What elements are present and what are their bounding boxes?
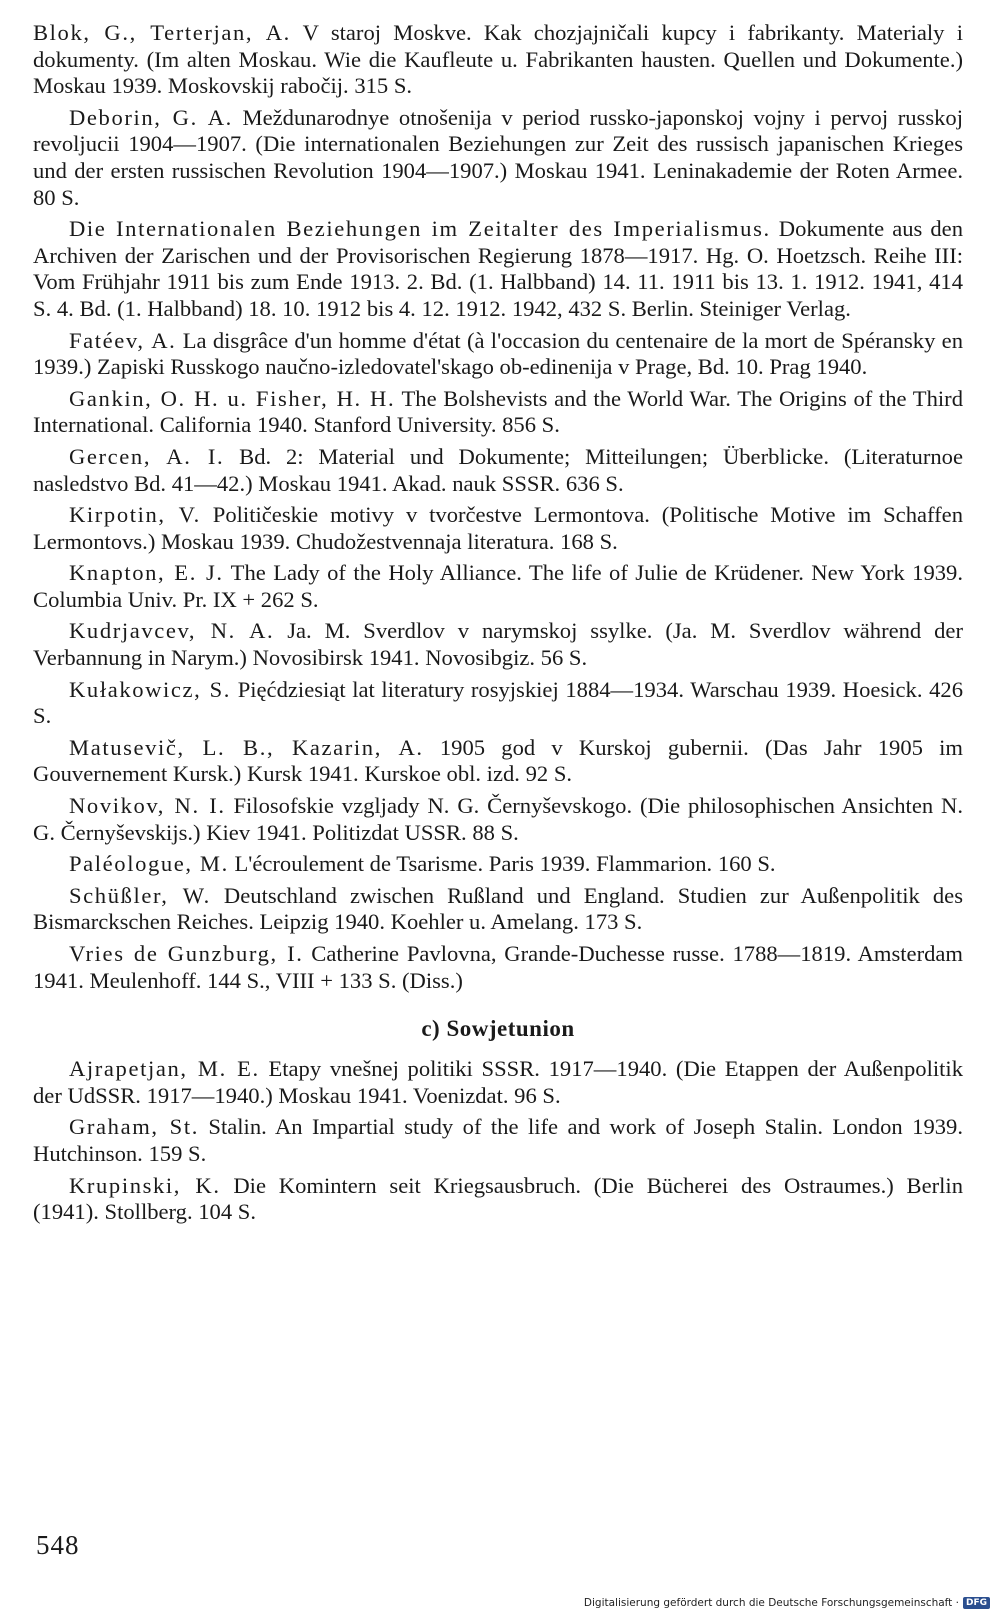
entry-text: Meždunarodnye otnošenija v period russko-japonskoj vojny i pervoj russkoj revoljucii 1904—1907. (Die internationalen Beziehungen zur Zeit des russisch japanischen Krieges und der ersten russischen Revolution 1904—1907.) Moskau 1941. Leninakademie der Roten Armee. 80 S.	[33, 104, 963, 210]
document-page	[33, 20, 963, 1231]
bibliography-entry	[33, 851, 963, 878]
entry-author: Gercen, A. I.	[69, 443, 225, 469]
entry-author: Matusevič, L. B., Kazarin, A.	[69, 734, 424, 760]
bibliography-entry	[33, 883, 963, 936]
entry-author: Krupinski, K.	[69, 1172, 221, 1198]
bibliography-entry	[33, 386, 963, 439]
entry-text: Deutschland zwischen Rußland und England. Studien zur Außenpolitik des Bismarckschen Reiches. Leipzig 1940. Koehler u. Amelang. 173 S.	[33, 882, 963, 935]
bibliography-entry	[33, 502, 963, 555]
bibliography-entry	[33, 1173, 963, 1226]
entry-text: Ja. M. Sverdlov v narymskoj ssylke. (Ja. M. Sverdlov während der Verbannung in Narym.) Novosibirsk 1941. Novosibgiz. 56 S.	[33, 618, 963, 671]
entry-author: Kudrjavcev, N. A.	[69, 618, 275, 644]
bibliography-entry	[33, 328, 963, 381]
entry-text: V staroj Moskve. Kak chozjajničali kupcy i fabrikanty. Materialy i dokumenty. (Im alten Moskau. Wie die Kaufleute u. Fabrikanten hausten. Quellen und Dokumente.) Moskau 1939. Moskovskij rabočij. 315 S.	[33, 20, 963, 99]
entry-author: Schüßler, W.	[69, 882, 211, 908]
entry-author: Graham, St.	[69, 1114, 199, 1140]
entry-author: Ajrapetjan, M. E.	[69, 1056, 260, 1082]
bibliography-entry	[33, 618, 963, 671]
digitization-footer	[584, 1597, 990, 1609]
bibliography-entry	[33, 20, 963, 100]
page-number: 548	[36, 1530, 80, 1560]
bibliography-entry	[33, 735, 963, 788]
entry-text: La disgrâce d'un homme d'état (à l'occasion du centenaire de la mort de Spéransky en 1939.) Zapiski Russkogo naučno-izledovatel'skago ob-edinenija v Prage, Bd. 10. Prag 1940.	[33, 327, 963, 380]
bibliography-entry	[33, 1114, 963, 1167]
entry-text: The Bolshevists and the World War. The Origins of the Third International. California 1940. Stanford University. 856 S.	[33, 385, 963, 438]
entry-text: Filosofskie vzgljady N. G. Černyševskogo. (Die philosophischen Ansichten N. G. Černyševskijs.) Kiev 1941. Politizdat USSR. 88 S.	[33, 793, 963, 845]
entry-author: Die Internationalen Beziehungen im Zeitalter des Imperialismus.	[69, 216, 771, 242]
entry-text: The Lady of the Holy Alliance. The life of Julie de Krüdener. New York 1939. Columbia Univ. Pr. IX + 262 S.	[33, 560, 963, 612]
entry-text: L'écroulement de Tsarisme. Paris 1939. Flammarion. 160 S.	[228, 851, 776, 877]
entry-author: Fatéev, A.	[69, 327, 177, 353]
entry-text: 1905 god v Kurskoj gubernii. (Das Jahr 1905 im Gouvernement Kursk.) Kursk 1941. Kurskoe obl. izd. 92 S.	[33, 734, 963, 787]
entry-author: Gankin, O. H. u. Fisher, H. H.	[69, 385, 396, 411]
entry-author: Deborin, G. A.	[69, 104, 233, 130]
dfg-logo-icon: DFG	[963, 1597, 990, 1609]
section-heading: c) Sowjetunion	[421, 1016, 575, 1042]
entry-author: Kirpotin, V.	[69, 502, 201, 528]
bibliography-entry	[33, 105, 963, 211]
bibliography-entry	[33, 677, 963, 730]
footer-text: Digitalisierung gefördert durch die Deutsche Forschungsgemeinschaft ·	[583, 1597, 959, 1609]
bibliography-entry	[33, 793, 963, 846]
entry-text: Dokumente aus den Archiven der Zarischen und der Provisorischen Regierung 1878—1917. Hg. O. Hoetzsch. Reihe III: Vom Frühjahr 1911 bis zum Ende 1913. 2. Bd. (1. Halbband) 14. 11. 1911 bis 13. 1. 1912. 1941, 414 S. 4. Bd. (1. Halbband) 18. 10. 1912 bis 4. 12. 1912. 1942, 432 S. Berlin. Steiniger Verlag.	[33, 216, 963, 321]
bibliography-entry	[33, 216, 963, 322]
entry-text: Catherine Pavlovna, Grande-Duchesse russe. 1788—1819. Amsterdam 1941. Meulenhoff. 144 S., VIII + 133 S. (Diss.)	[33, 941, 963, 993]
entry-text: Die Komintern seit Kriegsausbruch. (Die Bücherei des Ostraumes.) Berlin (1941). Stollberg. 104 S.	[33, 1172, 963, 1225]
entry-author: Knapton, E. J.	[69, 560, 224, 586]
bibliography-entry	[33, 444, 963, 497]
entry-author: Blok, G., Terterjan, A.	[33, 20, 291, 45]
entry-author: Vries de Gunzburg, I.	[69, 941, 304, 966]
bibliography-entry	[33, 1056, 963, 1109]
bibliography-entry	[33, 941, 963, 994]
entry-text: Bd. 2: Material und Dokumente; Mitteilungen; Überblicke. (Literaturnoe nasledstvo Bd. 41—42.) Moskau 1941. Akad. nauk SSSR. 636 S.	[33, 443, 964, 496]
entry-author: Kułakowicz, S.	[69, 676, 232, 702]
entry-text: Etapy vnešnej politiki SSSR. 1917—1940. (Die Etappen der Außenpolitik der UdSSR. 1917—1940.) Moskau 1941. Voenizdat. 96 S.	[33, 1056, 963, 1108]
bibliography-list-top	[33, 20, 963, 994]
entry-author: Novikov, N. I.	[69, 793, 226, 819]
entry-text: Pięćdziesiąt lat literatury rosyjskiej 1884—1934. Warschau 1939. Hoesick. 426 S.	[33, 676, 964, 729]
entry-text: Stalin. An Impartial study of the life and work of Joseph Stalin. London 1939. Hutchinson. 159 S.	[33, 1114, 963, 1166]
entry-text: Političeskie motivy v tvorčestve Lermontova. (Politische Motive im Schaffen Lermontovs.) Moskau 1939. Chudožestvennaja literatura. 168 S.	[33, 502, 963, 554]
bibliography-entry	[33, 560, 963, 613]
bibliography-list-bottom	[33, 1056, 963, 1226]
entry-author: Paléologue, M.	[69, 851, 229, 877]
